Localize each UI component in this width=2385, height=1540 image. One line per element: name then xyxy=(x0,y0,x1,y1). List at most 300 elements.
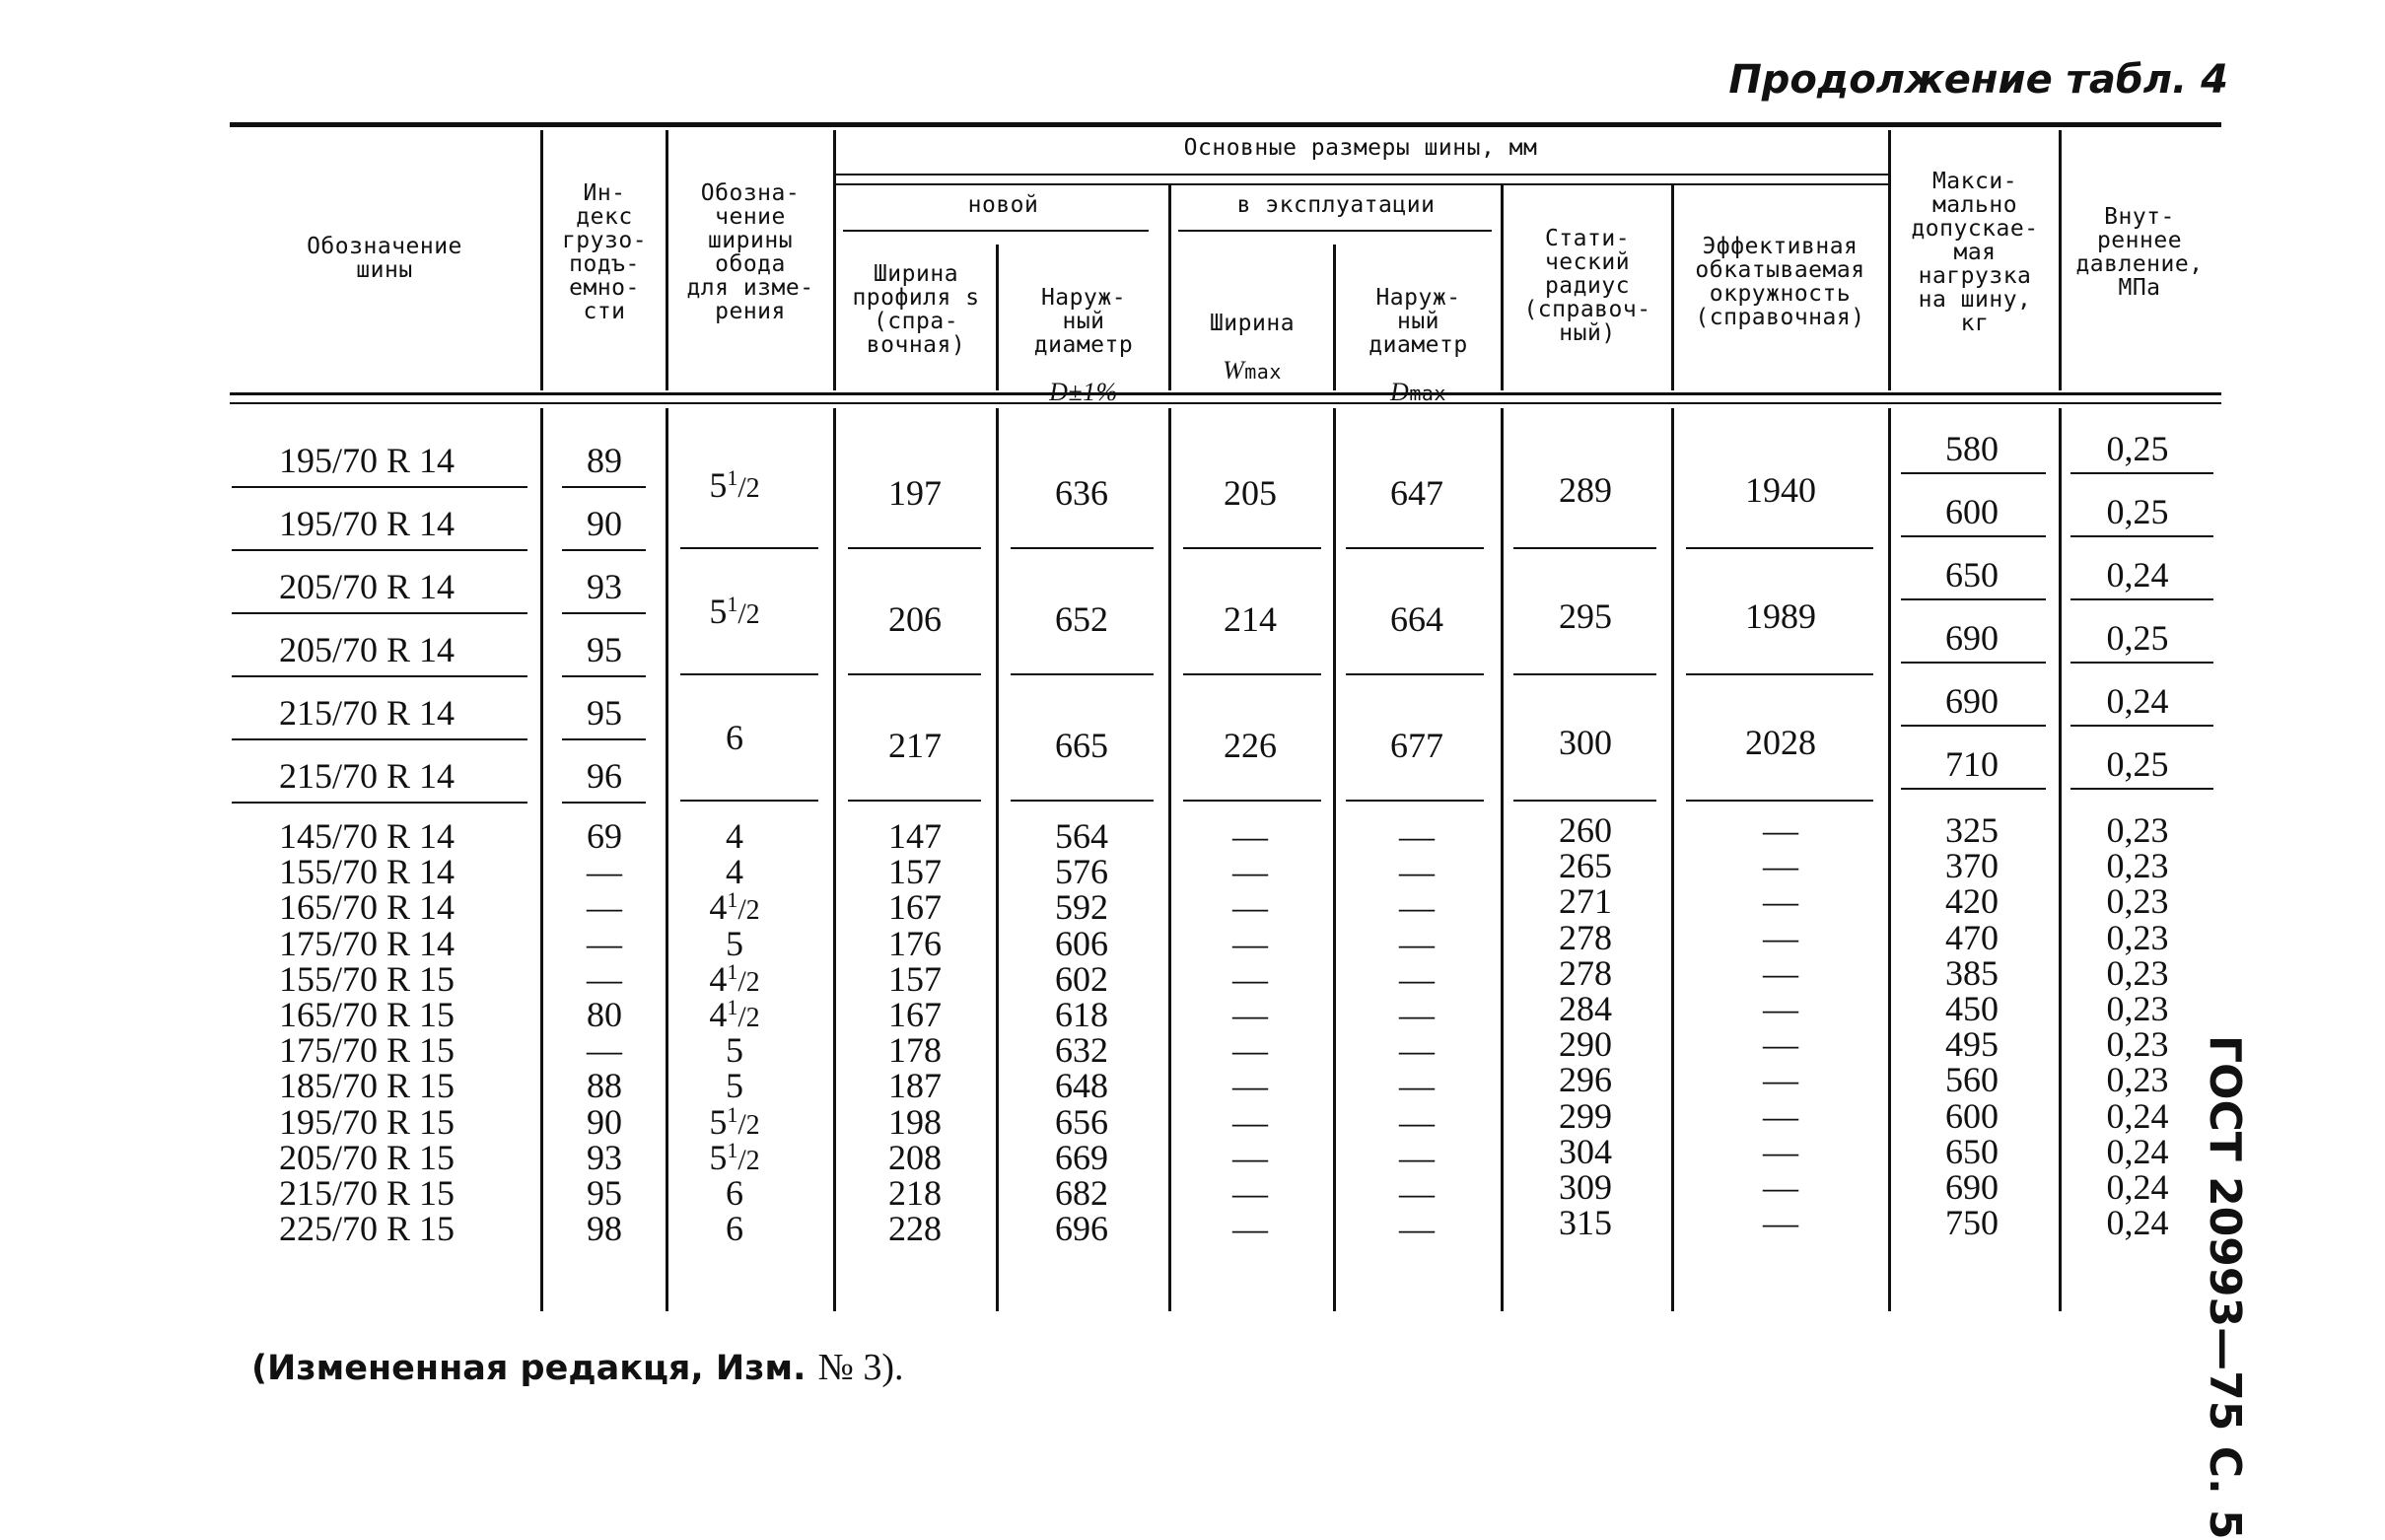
group-rule xyxy=(1011,547,1154,549)
header-rolling-circ: Эффективная обкатываемая окружность (справочная) xyxy=(1695,234,1865,330)
header-bottom-rule-2 xyxy=(230,402,2221,404)
edition-note-tail: 3). xyxy=(853,1347,904,1388)
cell-max-load-value: 450 xyxy=(1945,989,1999,1028)
header-service-diameter-label: Наруж- ный диаметр xyxy=(1368,285,1468,358)
cell-pressure-value: 0,23 xyxy=(2106,989,2169,1028)
cell-max-load-value: 325 xyxy=(1945,810,1999,850)
cell-load-index xyxy=(545,1209,664,1248)
cell-load-index xyxy=(545,816,664,856)
cell-circ xyxy=(1682,918,1879,957)
cell-d-max xyxy=(1343,1209,1491,1248)
cell-width-value: 198 xyxy=(888,1101,942,1142)
cell-rim-value: 4 xyxy=(709,958,728,999)
cell-rim-value: 5 xyxy=(726,923,743,963)
cell-max-load xyxy=(1893,989,2051,1028)
cell-rim xyxy=(661,852,808,891)
inner-pressure-value: 0,25 xyxy=(2106,618,2169,658)
cell-width xyxy=(841,995,989,1034)
tire-designation-value: 215/70 R 14 xyxy=(278,756,455,796)
tire-designation-value: 165/70 R 14 xyxy=(278,887,455,928)
cell-w-max-value: — xyxy=(1232,816,1268,856)
cell-w-max xyxy=(1176,1066,1324,1105)
load-index-rule xyxy=(562,549,646,551)
cell-load-index xyxy=(545,924,664,963)
tire-designation xyxy=(219,1066,515,1105)
max-load-value: 690 xyxy=(1945,618,1999,658)
cell-w-max-value: — xyxy=(1232,1173,1268,1213)
designation-rule xyxy=(232,802,527,804)
header-new-width: Ширина профиля s (спра- вочная) xyxy=(852,261,980,358)
cell-diameter xyxy=(1008,1066,1156,1105)
cell-load-index-value: 93 xyxy=(587,1137,622,1177)
cell-radius-value: 278 xyxy=(1559,952,1612,993)
cell-max-load xyxy=(1893,810,2051,850)
group-rule xyxy=(1686,800,1873,802)
cell-load-index xyxy=(545,1173,664,1213)
group-rule xyxy=(680,547,818,549)
cell-max-load xyxy=(1893,1203,2051,1242)
cell-diameter-value: 592 xyxy=(1055,887,1108,928)
header-divider xyxy=(540,130,543,390)
cell-circ-value: — xyxy=(1763,846,1798,886)
cell-w-max xyxy=(1176,1209,1324,1248)
cell-w-max-value: — xyxy=(1232,1101,1268,1142)
cell-max-load xyxy=(1893,881,2051,921)
cell-radius xyxy=(1511,1132,1659,1171)
dimension-circ xyxy=(1682,596,1879,636)
cell-max-load-value: 495 xyxy=(1945,1024,1999,1065)
cell-pressure xyxy=(2064,1167,2211,1207)
cell-rim-value: 4 xyxy=(726,852,743,892)
dimension-diameter xyxy=(1008,473,1156,513)
cell-load-index-value: 69 xyxy=(587,816,622,856)
dimension-radius xyxy=(1511,723,1659,762)
inner-pressure xyxy=(2064,681,2211,721)
designation-rule xyxy=(232,549,527,551)
rim-width-code xyxy=(661,718,808,757)
tire-designation xyxy=(219,504,515,543)
cell-w-max-value: — xyxy=(1232,1137,1268,1177)
load-index-rule xyxy=(562,802,646,804)
dimension-diameter-value: 665 xyxy=(1055,726,1108,765)
cell-pressure-value: 0,23 xyxy=(2106,846,2169,886)
dimension-d-max xyxy=(1343,473,1491,513)
column-divider xyxy=(1501,408,1504,1311)
header-divider xyxy=(1333,245,1336,390)
cell-max-load-value: 650 xyxy=(1945,1131,1999,1171)
load-index-rule xyxy=(562,612,646,614)
dimension-circ xyxy=(1682,470,1879,510)
cell-w-max-value: — xyxy=(1232,1030,1268,1071)
cell-rim xyxy=(661,924,808,963)
dimension-diameter-value: 636 xyxy=(1055,473,1108,513)
table-top-rule xyxy=(230,122,2221,127)
group-rule xyxy=(1686,673,1873,675)
rim-width-code-fraction: $^1$/2 xyxy=(727,592,760,630)
tire-designation-value: 205/70 R 14 xyxy=(278,630,455,669)
cell-radius-value: 296 xyxy=(1559,1060,1612,1100)
cell-load-index-value: — xyxy=(587,958,622,999)
cell-pressure xyxy=(2064,1096,2211,1136)
cell-load-index xyxy=(545,1102,664,1142)
tire-designation xyxy=(219,1102,515,1142)
cell-circ-value: — xyxy=(1763,1203,1798,1243)
cell-diameter-value: 648 xyxy=(1055,1066,1108,1106)
dimension-d-max-value: 677 xyxy=(1390,726,1443,765)
rim-width-code xyxy=(661,592,808,635)
cell-pressure-value: 0,23 xyxy=(2106,1024,2169,1065)
inner-pressure-value: 0,25 xyxy=(2106,492,2169,531)
max-load xyxy=(1893,492,2051,531)
cell-diameter-value: 606 xyxy=(1055,923,1108,963)
cell-diameter-value: 696 xyxy=(1055,1209,1108,1249)
cell-circ xyxy=(1682,881,1879,921)
tire-designation xyxy=(219,1173,515,1213)
cell-radius xyxy=(1511,810,1659,850)
tire-designation-value: 155/70 R 15 xyxy=(278,958,455,999)
edition-note xyxy=(251,1346,904,1389)
tire-designation-value: 185/70 R 15 xyxy=(278,1066,455,1106)
cell-max-load xyxy=(1893,1167,2051,1207)
cell-width xyxy=(841,887,989,927)
dimension-w-max-value: 226 xyxy=(1224,726,1277,765)
cell-pressure xyxy=(2064,810,2211,850)
dimension-w-max xyxy=(1176,599,1324,639)
load-index xyxy=(545,693,664,733)
inner-pressure-value: 0,24 xyxy=(2106,681,2169,721)
cell-circ-value: — xyxy=(1763,917,1798,957)
cell-rim xyxy=(661,1030,808,1070)
group-rule xyxy=(1183,800,1321,802)
cell-rim-value: 5 xyxy=(726,1066,743,1106)
column-divider xyxy=(1333,408,1336,1311)
cell-load-index xyxy=(545,1030,664,1070)
max-load-value: 580 xyxy=(1945,429,1999,468)
cell-radius-value: 304 xyxy=(1559,1131,1612,1171)
tire-designation-value: 145/70 R 14 xyxy=(278,816,455,856)
cell-rim-value: 5 xyxy=(709,1101,728,1142)
cell-w-max xyxy=(1176,852,1324,891)
cell-pressure-value: 0,23 xyxy=(2106,881,2169,922)
group-rule xyxy=(1183,547,1321,549)
max-load xyxy=(1893,429,2051,468)
cell-d-max-value: — xyxy=(1399,1030,1435,1071)
max-load-rule xyxy=(1901,788,2046,790)
header-new-group: новой xyxy=(967,192,1039,218)
cell-rim-value: 5 xyxy=(726,1030,743,1071)
cell-circ xyxy=(1682,1024,1879,1064)
cell-d-max xyxy=(1343,1173,1491,1213)
header-divider xyxy=(1168,185,1171,390)
tire-designation xyxy=(219,630,515,669)
cell-pressure-value: 0,24 xyxy=(2106,1203,2169,1243)
rim-width-code-value: 5 xyxy=(709,465,728,505)
cell-d-max xyxy=(1343,852,1491,891)
cell-circ-value: — xyxy=(1763,881,1798,922)
cell-diameter xyxy=(1008,995,1156,1034)
header-service-group: в эксплуатации xyxy=(1236,192,1436,218)
group-rule xyxy=(1011,673,1154,675)
cell-circ xyxy=(1682,1096,1879,1136)
designation-rule xyxy=(232,612,527,614)
cell-diameter xyxy=(1008,852,1156,891)
cell-rim-value: 4 xyxy=(709,887,728,928)
cell-radius xyxy=(1511,1060,1659,1099)
dimension-width xyxy=(841,473,989,513)
cell-load-index xyxy=(545,959,664,999)
cell-pressure xyxy=(2064,1060,2211,1099)
tire-designation-value: 165/70 R 15 xyxy=(278,995,455,1034)
cell-pressure xyxy=(2064,953,2211,993)
cell-circ xyxy=(1682,1132,1879,1171)
tire-designation-value: 175/70 R 14 xyxy=(278,923,455,963)
cell-w-max-value: — xyxy=(1232,995,1268,1034)
tire-designation xyxy=(219,924,515,963)
cell-d-max xyxy=(1343,1030,1491,1070)
cell-pressure-value: 0,23 xyxy=(2106,917,2169,957)
cell-max-load xyxy=(1893,1024,2051,1064)
cell-width xyxy=(841,1102,989,1142)
cell-diameter xyxy=(1008,816,1156,856)
cell-pressure-value: 0,24 xyxy=(2106,1167,2169,1207)
cell-pressure xyxy=(2064,1203,2211,1242)
dimension-w-max-value: 205 xyxy=(1224,473,1277,513)
dimension-diameter-value: 652 xyxy=(1055,599,1108,639)
cell-load-index xyxy=(545,995,664,1034)
tire-designation xyxy=(219,756,515,796)
load-index-value: 93 xyxy=(587,567,622,606)
cell-max-load xyxy=(1893,918,2051,957)
header-divider xyxy=(666,130,668,390)
cell-circ-value: — xyxy=(1763,989,1798,1028)
load-index-value: 95 xyxy=(587,693,622,733)
group-rule xyxy=(848,673,981,675)
designation-rule xyxy=(232,675,527,677)
edition-note-sign: № xyxy=(817,1347,854,1388)
column-divider xyxy=(2059,408,2062,1311)
cell-d-max xyxy=(1343,959,1491,999)
cell-width xyxy=(841,1209,989,1248)
cell-circ xyxy=(1682,989,1879,1028)
max-load xyxy=(1893,618,2051,658)
cell-radius-value: 315 xyxy=(1559,1203,1612,1243)
cell-circ xyxy=(1682,1167,1879,1207)
group-rule xyxy=(1346,547,1484,549)
header-load-index: Ин- декс грузо- подъ- емно- сти xyxy=(561,180,648,324)
column-divider xyxy=(1168,408,1171,1311)
cell-radius xyxy=(1511,1096,1659,1136)
group-rule xyxy=(848,800,981,802)
cell-pressure-value: 0,23 xyxy=(2106,1060,2169,1100)
load-index-value: 95 xyxy=(587,630,622,669)
cell-d-max-value: — xyxy=(1399,1209,1435,1249)
cell-pressure xyxy=(2064,989,2211,1028)
header-subrule xyxy=(836,174,1888,175)
cell-max-load-value: 690 xyxy=(1945,1167,1999,1207)
cell-rim-value: 6 xyxy=(726,1173,743,1213)
cell-rim-fraction: $^1$/2 xyxy=(727,1101,760,1141)
cell-radius-value: 309 xyxy=(1559,1167,1612,1207)
cell-max-load xyxy=(1893,1096,2051,1136)
max-load-value: 690 xyxy=(1945,681,1999,721)
dimension-d-max xyxy=(1343,599,1491,639)
header-pressure: Внут- реннее давление, МПа xyxy=(2075,204,2204,301)
max-load-rule xyxy=(1901,662,2046,664)
column-divider xyxy=(1888,408,1891,1311)
cell-circ xyxy=(1682,1203,1879,1242)
cell-d-max-value: — xyxy=(1399,1066,1435,1106)
tire-designation-value: 215/70 R 15 xyxy=(278,1173,455,1213)
cell-diameter-value: 602 xyxy=(1055,958,1108,999)
cell-d-max xyxy=(1343,1066,1491,1105)
cell-width xyxy=(841,816,989,856)
max-load-rule xyxy=(1901,598,2046,600)
cell-radius xyxy=(1511,1203,1659,1242)
inner-pressure xyxy=(2064,555,2211,595)
cell-radius xyxy=(1511,918,1659,957)
cell-width-value: 167 xyxy=(888,995,942,1034)
tire-designation xyxy=(219,959,515,999)
header-new-diameter-label: Наруж- ный диаметр xyxy=(1033,285,1134,358)
cell-rim xyxy=(661,1173,808,1213)
cell-diameter-value: 656 xyxy=(1055,1101,1108,1142)
cell-radius-value: 278 xyxy=(1559,917,1612,957)
cell-d-max-value: — xyxy=(1399,1101,1435,1142)
column-divider xyxy=(833,408,836,1311)
cell-w-max-value: — xyxy=(1232,923,1268,963)
cell-radius-value: 271 xyxy=(1559,881,1612,922)
cell-width-value: 176 xyxy=(888,923,942,963)
cell-diameter-value: 682 xyxy=(1055,1173,1108,1213)
cell-radius-value: 284 xyxy=(1559,989,1612,1028)
cell-diameter xyxy=(1008,1030,1156,1070)
cell-rim xyxy=(661,1066,808,1105)
cell-max-load-value: 420 xyxy=(1945,881,1999,922)
cell-diameter-value: 669 xyxy=(1055,1137,1108,1177)
tire-designation-value: 155/70 R 14 xyxy=(278,852,455,892)
cell-w-max xyxy=(1176,1173,1324,1213)
cell-width-value: 167 xyxy=(888,887,942,928)
group-rule xyxy=(680,800,818,802)
tire-designation xyxy=(219,441,515,480)
cell-d-max-value: — xyxy=(1399,995,1435,1034)
cell-max-load xyxy=(1893,1060,2051,1099)
dimension-width-value: 197 xyxy=(888,473,942,513)
cell-d-max xyxy=(1343,887,1491,927)
cell-rim xyxy=(661,1209,808,1248)
group-rule xyxy=(1686,547,1873,549)
cell-width-value: 157 xyxy=(888,852,942,892)
max-load xyxy=(1893,744,2051,784)
cell-circ-value: — xyxy=(1763,952,1798,993)
cell-rim xyxy=(661,816,808,856)
cell-pressure xyxy=(2064,846,2211,885)
inner-pressure xyxy=(2064,744,2211,784)
cell-load-index-value: 95 xyxy=(587,1173,622,1213)
group-rule xyxy=(680,673,818,675)
dimension-diameter xyxy=(1008,599,1156,639)
cell-circ xyxy=(1682,846,1879,885)
cell-d-max-value: — xyxy=(1399,958,1435,999)
max-load-value: 650 xyxy=(1945,555,1999,595)
cell-max-load-value: 750 xyxy=(1945,1203,1999,1243)
cell-circ xyxy=(1682,810,1879,850)
cell-radius xyxy=(1511,881,1659,921)
column-divider xyxy=(996,408,999,1311)
cell-w-max-value: — xyxy=(1232,852,1268,892)
table-caption: Продолжение табл. 4 xyxy=(1728,57,2228,103)
tire-designation-value: 195/70 R 15 xyxy=(278,1101,455,1142)
rim-width-code-value: 5 xyxy=(709,592,728,631)
cell-circ-value: — xyxy=(1763,1167,1798,1207)
cell-width xyxy=(841,1030,989,1070)
cell-max-load-value: 385 xyxy=(1945,952,1999,993)
cell-width-value: 147 xyxy=(888,816,942,856)
cell-w-max xyxy=(1176,995,1324,1034)
cell-radius xyxy=(1511,989,1659,1028)
cell-load-index xyxy=(545,887,664,927)
cell-radius xyxy=(1511,1024,1659,1064)
cell-rim-value: 6 xyxy=(726,1209,743,1249)
cell-rim-value: 4 xyxy=(709,995,728,1034)
cell-load-index xyxy=(545,1138,664,1177)
pressure-rule xyxy=(2070,598,2213,600)
cell-radius xyxy=(1511,846,1659,885)
cell-load-index xyxy=(545,1066,664,1105)
tire-designation-value: 205/70 R 14 xyxy=(278,567,455,606)
cell-d-max xyxy=(1343,1102,1491,1142)
cell-max-load-value: 560 xyxy=(1945,1060,1999,1100)
cell-w-max-value: — xyxy=(1232,958,1268,999)
dimension-w-max xyxy=(1176,473,1324,513)
cell-width xyxy=(841,1173,989,1213)
dimension-circ-value: 2028 xyxy=(1745,723,1816,762)
cell-load-index-value: 90 xyxy=(587,1101,622,1142)
cell-load-index-value: 98 xyxy=(587,1209,622,1249)
cell-pressure xyxy=(2064,881,2211,921)
dimension-width xyxy=(841,599,989,639)
cell-pressure xyxy=(2064,1024,2211,1064)
max-load-rule xyxy=(1901,725,2046,727)
tire-designation xyxy=(219,567,515,606)
group-rule xyxy=(1513,547,1656,549)
cell-pressure xyxy=(2064,1132,2211,1171)
dimension-d-max xyxy=(1343,726,1491,765)
cell-diameter-value: 632 xyxy=(1055,1030,1108,1071)
cell-w-max xyxy=(1176,1030,1324,1070)
cell-w-max xyxy=(1176,816,1324,856)
tire-designation xyxy=(219,995,515,1034)
header-service-width xyxy=(1173,288,1331,384)
pressure-rule xyxy=(2070,788,2213,790)
cell-max-load-value: 370 xyxy=(1945,846,1999,886)
tire-designation xyxy=(219,887,515,927)
inner-pressure xyxy=(2064,492,2211,531)
inner-pressure xyxy=(2064,618,2211,658)
dimension-diameter xyxy=(1008,726,1156,765)
header-subrule xyxy=(1178,230,1492,232)
header-service-width-sym: Wmax xyxy=(1223,356,1282,385)
tire-designation xyxy=(219,1030,515,1070)
cell-load-index-value: — xyxy=(587,852,622,892)
max-load-rule xyxy=(1901,535,2046,537)
pressure-rule xyxy=(2070,662,2213,664)
header-service-width-label: Ширина xyxy=(1209,311,1296,336)
cell-max-load xyxy=(1893,846,2051,885)
cell-width-value: 208 xyxy=(888,1137,942,1177)
cell-diameter-value: 618 xyxy=(1055,995,1108,1034)
group-rule xyxy=(1513,800,1656,802)
